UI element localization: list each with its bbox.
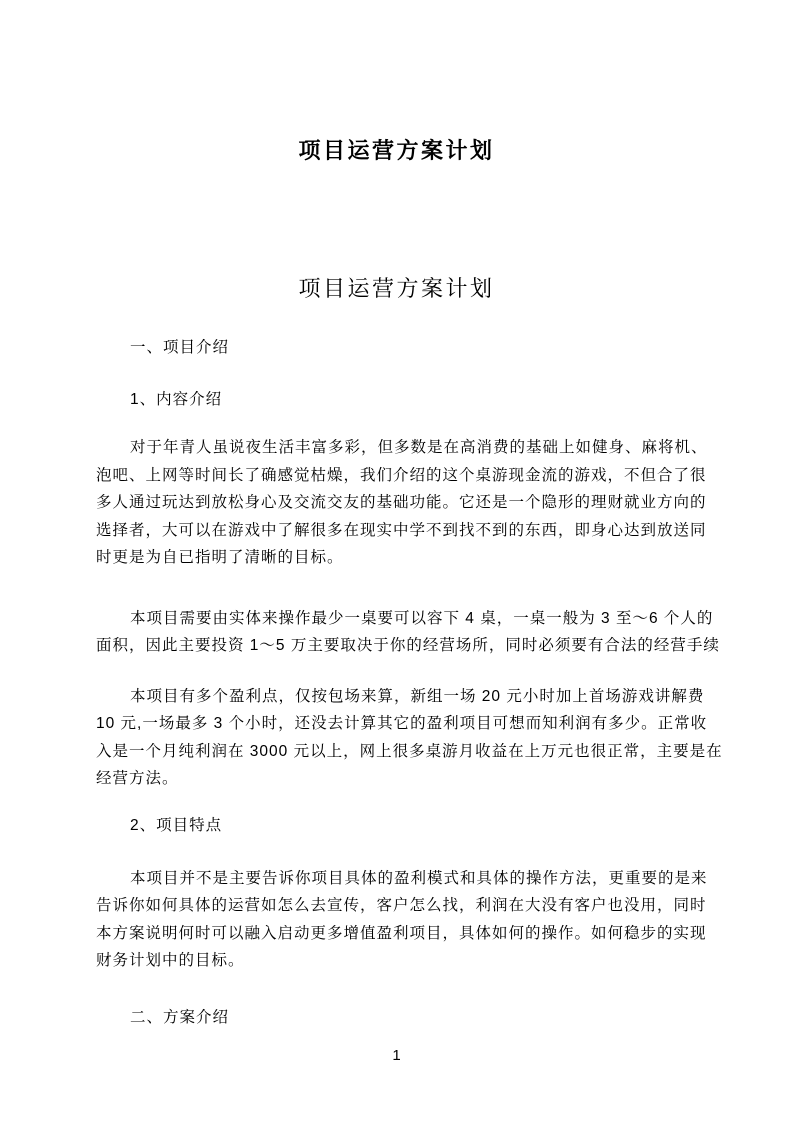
paragraph-line: 多人通过玩达到放松身心及交流交友的基础功能。它还是一个隐形的理财就业方向的 [96,494,707,511]
paragraph-line: 选择者，大可以在游戏中了解很多在现实中学不到找不到的东西，即身心达到放送同 [96,521,707,539]
paragraph-line: 10 元,一场最多 3 个小时，还没去计算其它的盈利项目可想而知利润有多少。正常收 [96,715,708,732]
paragraph-line: 泡吧、上网等时间长了确感觉枯燥，我们介绍的这个桌游现金流的游戏，不但合了很 [96,466,707,484]
heading-subsection-1-2: 2、项目特点 [130,816,223,834]
paragraph-line: 时更是为自已指明了清晰的目标。 [96,549,344,566]
page-number: 1 [392,1046,401,1064]
paragraph-line: 本项目有多个盈利点，仅按包场来算，新组一场 20 元小时加上首场游戏讲解费 [130,687,705,705]
heading-section-2: 二、方案介绍 [130,1008,230,1026]
paragraph-line: 面积，因此主要投资 1～5 万主要取决于你的经营场所，同时必须要有合法的经营手续 [96,637,720,654]
paragraph-line: 告诉你如何具体的运营如怎么去宣传，客户怎么找，利润在大没有客户也没用，同时 [96,897,707,914]
paragraph-4 [0,865,793,975]
paragraph-line: 入是一个月纯利润在 3000 元以上，网上很多桌游月收益在上万元也很正常，主要是在 [96,742,723,760]
paragraph-line: 对于年青人虽说夜生活丰富多彩，但多数是在高消费的基础上如健身、麻将机、 [130,439,708,456]
heading-subsection-1-1: 1、内容介绍 [130,391,223,408]
paragraph-line: 本项目并不是主要告诉你项目具体的盈利模式和具体的操作方法，更重要的是来 [130,869,708,887]
document-subtitle: 项目运营方案计划 [298,276,495,301]
paragraph-line: 财务计划中的目标。 [96,952,245,969]
paragraph-line: 本方案说明何时可以融入启动更多增值盈利项目，具体如何的操作。如何稳步的实现 [96,924,707,942]
paragraph-3 [0,683,793,793]
paragraph-line: 本项目需要由实体来操作最少一桌要可以容下 4 桌，一桌一般为 3 至～6 个人的 [130,609,714,627]
heading-section-1: 一、项目介绍 [130,339,230,356]
paragraph-line: 经营方法。 [96,770,179,787]
document-title: 项目运营方案计划 [298,138,495,163]
paragraph-2 [0,605,793,660]
paragraph-1 [0,434,793,572]
